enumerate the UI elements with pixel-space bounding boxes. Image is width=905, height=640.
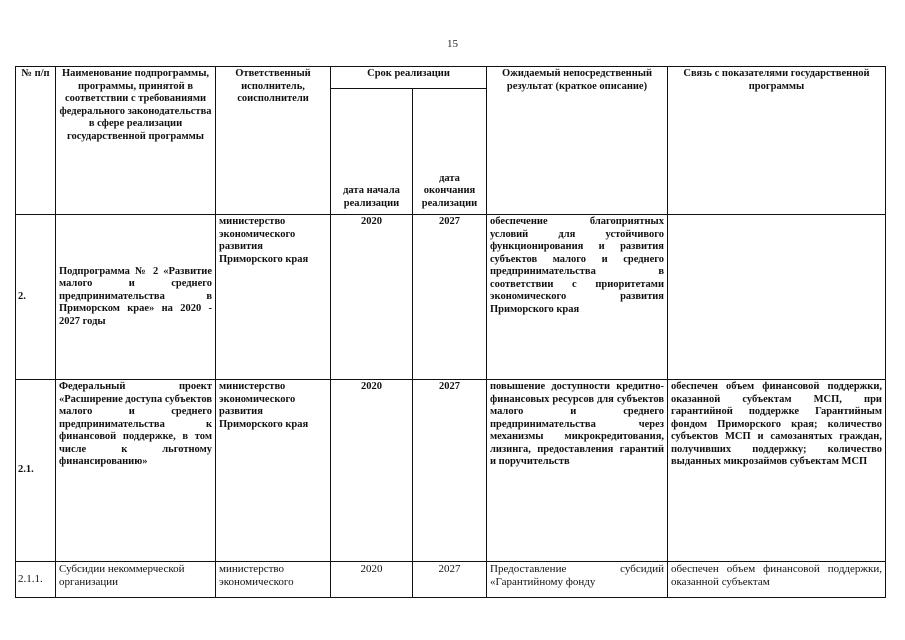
- row-expected-result: Предоставление субсидий «Гарантийному фонду: [487, 562, 668, 598]
- table-header-row: [16, 67, 886, 89]
- row-program-name: Подпрограмма № 2 «Развитие малого и среднего предпринимательства в Приморском крае» на 2020 - 2027 годы: [56, 215, 216, 380]
- table-row: [16, 215, 886, 380]
- table-row: [16, 380, 886, 562]
- header-term: Срок реализации: [331, 67, 487, 89]
- header-number: № п/п: [16, 67, 56, 215]
- row-program-name: Федеральный проект «Расширение доступа субъектов малого и среднего предпринимательства к финансовой поддержке, в том числе к льготному финансированию»: [56, 380, 216, 562]
- row-indicator-link: обеспечен объем финансовой поддержки, оказанной субъектам: [668, 562, 886, 598]
- row-number: 2.1.1.: [16, 562, 56, 598]
- header-indicator-link: Связь с показателями государственной программы: [668, 67, 886, 215]
- header-end-date: дата окончания реализации: [413, 89, 487, 215]
- row-end-year: 2027: [413, 562, 487, 598]
- row-expected-result: обеспечение благоприятных условий для устойчивого функционирования и развития субъектов малого и среднего предпринимательства в соответствии с приоритетами экономического развития Приморского края: [487, 215, 668, 380]
- row-responsible: министерство экономического развития Приморского края: [216, 380, 331, 562]
- page-number: 15: [447, 38, 458, 50]
- row-start-year: 2020: [331, 215, 413, 380]
- row-end-year: 2027: [413, 380, 487, 562]
- row-number: 2.1.: [16, 380, 56, 562]
- row-responsible: министерство экономического развития Приморского края: [216, 215, 331, 380]
- row-end-year: 2027: [413, 215, 487, 380]
- row-expected-result: повышение доступности кредитно-финансовых ресурсов для субъектов малого и среднего предпринимательства через механизмы микрокредитования, лизинга, предоставления гарантий и поручительств: [487, 380, 668, 562]
- header-expected-result: Ожидаемый непосредственный результат (краткое описание): [487, 67, 668, 215]
- header-program-name: Наименование подпрограммы, программы, принятой в соответствии с требованиями федерального законодательства в сфере реализации государственной программы: [56, 67, 216, 215]
- row-indicator-link: обеспечен объем финансовой поддержки, оказанной субъектам МСП, при гарантийной поддержке Гарантийным фондом Приморского края; количество субъектов МСП и самозанятых граждан, получивших поддержку; количество выданных микрозаймов субъектам МСП: [668, 380, 886, 562]
- header-responsible: Ответственный исполнитель, соисполнители: [216, 67, 331, 215]
- header-start-date: дата начала реализации: [331, 89, 413, 215]
- row-start-year: 2020: [331, 562, 413, 598]
- row-number: 2.: [16, 215, 56, 380]
- row-program-name: Субсидии некоммерческой организации: [56, 562, 216, 598]
- row-indicator-link: [668, 215, 886, 380]
- row-responsible: министерство экономического: [216, 562, 331, 598]
- program-table: [15, 66, 886, 598]
- row-start-year: 2020: [331, 380, 413, 562]
- table-row: [16, 562, 886, 598]
